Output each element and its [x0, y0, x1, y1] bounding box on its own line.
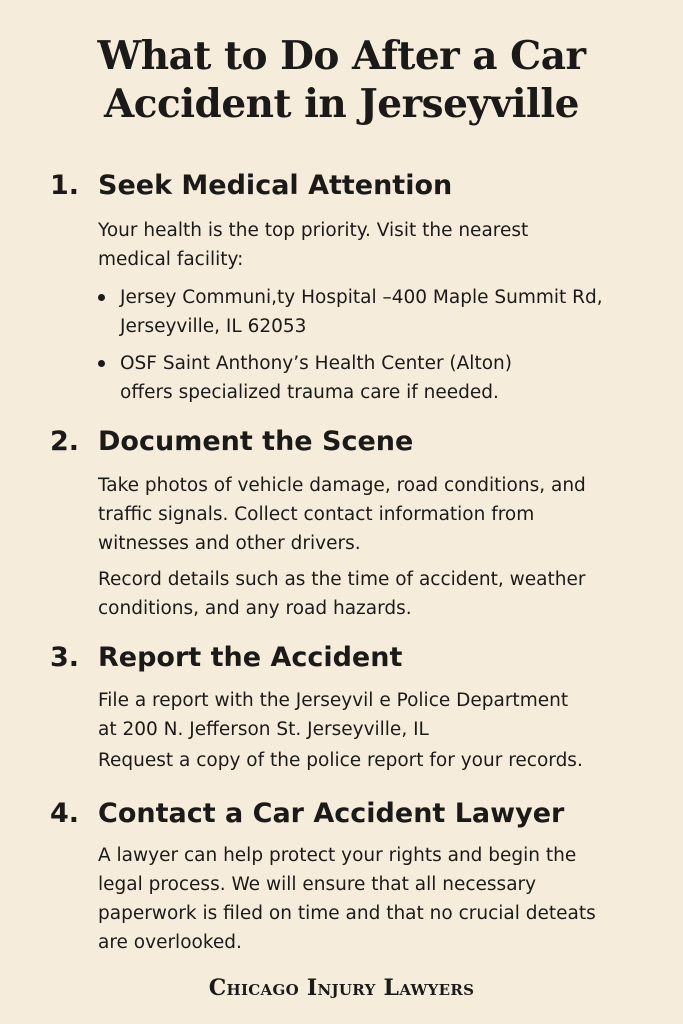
bullet-icon	[98, 360, 105, 367]
section-number: 3.	[50, 642, 80, 673]
section-paragraph: File a report with the Jerseyvil e Police Department at 200 N. Jefferson St. Jerseyville, IL	[98, 690, 569, 740]
firm-name-footer: Chicago Injury Lawyers	[208, 975, 475, 1001]
section-heading	[50, 426, 413, 458]
section-title: Document the Scene	[98, 426, 414, 457]
section-paragraph: Request a copy of the police report for your records.	[98, 750, 583, 771]
section-title: Report the Accident	[98, 642, 403, 673]
title-line-1: What to Do After a Car	[97, 33, 586, 79]
section-heading	[50, 170, 452, 202]
section-heading	[50, 798, 564, 830]
section-number: 4.	[50, 798, 80, 829]
title-line-2: Accident in Jerseyville	[103, 81, 579, 127]
section-title: Seek Medical Attention	[98, 170, 453, 201]
section-paragraph: Your health is the top priority. Visit the nearest medical facility:	[98, 220, 529, 270]
infographic-page: What to Do After a Car Accident in Jerseyville 1. Seek Medical Attention Your health is the top priority. Visit the nearest medical facility: Jersey Communi,ty Hospital –400 Maple Summit Rd, Jerseyville, IL 62053 OSF Saint Anthony’s Health Center (Alton) offers specialized trauma care if needed. 2. Document the Scene Take photos of vehicle damage, road conditions, and traffic signals. Collect contact information from witnesses and other drivers. Record details such as the time of accident, weather conditions, and any road hazards. 3. Report the Accident File a report with the Jerseyvil e Police Department at 200 N. Jefferson St. Jerseyville, IL Request a copy of the police report for your records. 4. Contact a Car Accident Lawyer A lawyer can help protect your rights and begin the legal process. We will ensure that all necessary paperwork is filed on time and that no crucial deteats are overlooked. Chicago Injury Lawyers	[0, 0, 683, 1024]
section-title: Contact a Car Accident Lawyer	[98, 798, 565, 829]
section-number: 1.	[50, 170, 80, 201]
page-title	[0, 32, 683, 128]
section-paragraph: Take photos of vehicle damage, road conditions, and traffic signals. Collect contact information from witnesses and other drivers.	[98, 475, 586, 554]
section-heading	[50, 642, 402, 674]
bullet-icon	[98, 294, 105, 301]
section-paragraph: Record details such as the time of accident, weather conditions, and any road hazards.	[98, 569, 586, 619]
section-paragraph: A lawyer can help protect your rights and begin the legal process. We will ensure that all necessary paperwork is filed on time and that no crucial deteats are overlooked.	[98, 845, 596, 953]
section-number: 2.	[50, 426, 80, 457]
